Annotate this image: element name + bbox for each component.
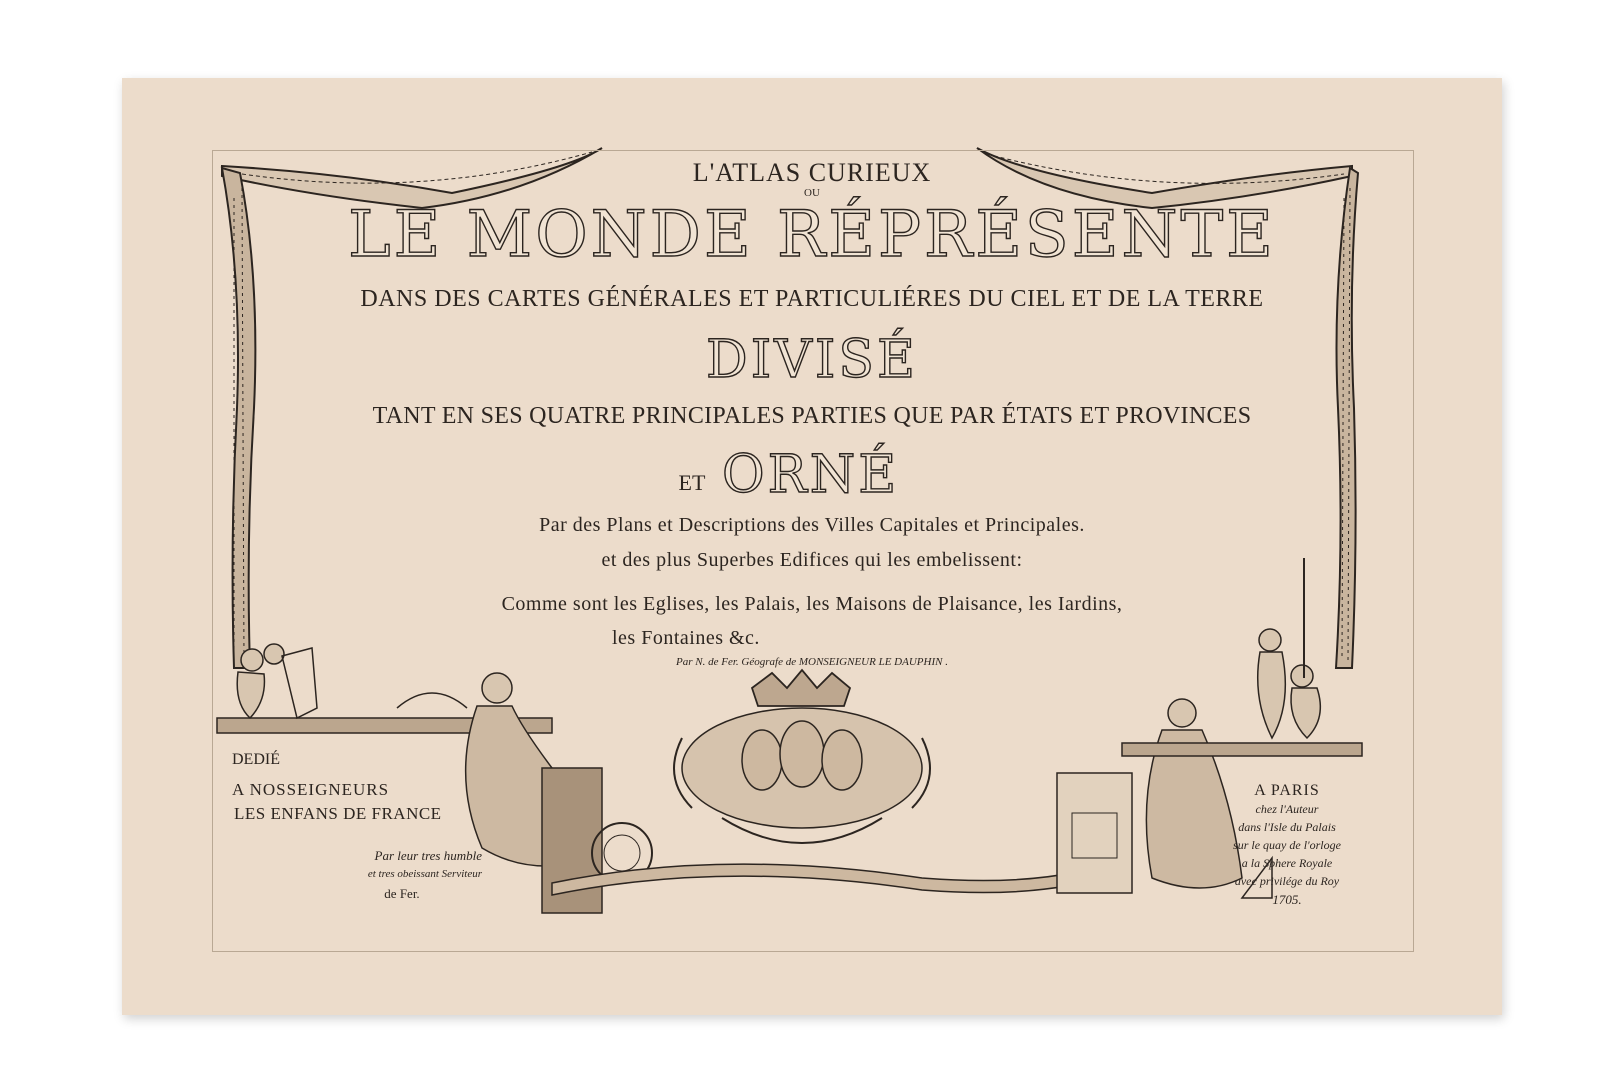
title-et: ET [678, 470, 706, 495]
dedication-signature-2: et tres obeissant Serviteur [367, 868, 482, 880]
description-line-1: Par des Plans et Descriptions des Villes Capitales et Principales. [539, 514, 1085, 536]
dedication-nosseigneurs: A NOSSEIGNEURS [232, 780, 390, 799]
title-tant-en-ses-quatre: TANT EN SES QUATRE PRINCIPALES PARTIES QUE PAR ÉTATS ET PROVINCES [372, 403, 1252, 429]
imprint-year: 1705. [1272, 892, 1302, 907]
imprint-sphere-royale: a la Sphere Royale [1241, 856, 1333, 870]
title-dans-des-cartes: DANS DES CARTES GÉNÉRALES ET PARTICULIÉRES DU CIEL ET DE LA TERRE [360, 286, 1264, 312]
title-ou: OU [804, 187, 820, 199]
dedication-signature-1: Par leur tres humble [374, 848, 482, 863]
imprint-chez-lauteur: chez l'Auteur [1255, 802, 1319, 816]
description-line-2: et des plus Superbes Edifices qui les embelissent: [601, 549, 1023, 571]
author-credit: Par N. de Fer. Géografe de MONSEIGNEUR LE DAUPHIN . [676, 656, 948, 668]
dedication-signature-3: de Fer. [384, 886, 420, 901]
title-page-sheet [122, 78, 1502, 1015]
imprint-quay-de-lorloge: sur le quay de l'orloge [1233, 838, 1341, 852]
description-line-3: Comme sont les Eglises, les Palais, les Maisons de Plaisance, les Iardins, [501, 593, 1123, 615]
title-le-monde-represente: LE MONDE RÉPRÉSENTE [348, 198, 1276, 272]
imprint-privilege: avec privilége du Roy [1234, 874, 1340, 888]
imprint-isle-du-palais: dans l'Isle du Palais [1238, 820, 1336, 834]
title-orne: ORNÉ [722, 445, 900, 505]
description-line-4: les Fontaines &c. [612, 627, 760, 649]
imprint-a-paris: A PARIS [1254, 782, 1320, 799]
title-line-atlas-curieux: L'ATLAS CURIEUX [692, 158, 932, 187]
title-divise: DIVISÉ [706, 330, 918, 390]
dedication-enfans-de-france: LES ENFANS DE FRANCE [234, 804, 442, 823]
dedication-dedie: DEDIÉ [232, 751, 280, 768]
